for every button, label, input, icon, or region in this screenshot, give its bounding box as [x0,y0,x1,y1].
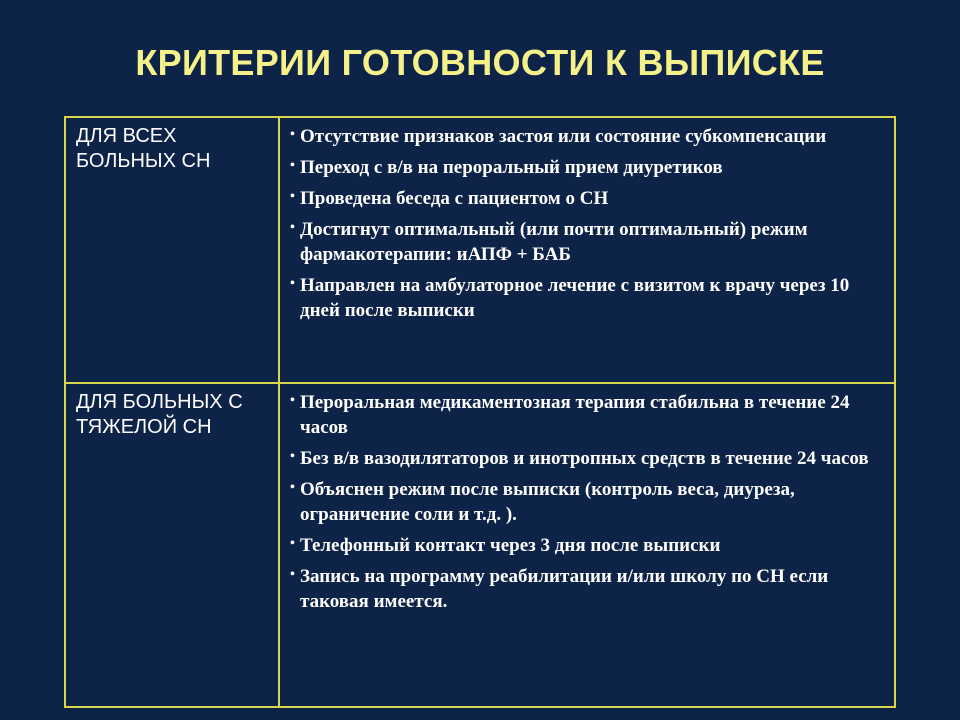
row-criteria [280,118,894,382]
list-item-text: Без в/в вазодилятаторов и инотропных средств в течение 24 часов [300,448,869,469]
list-item-text: Запись на программу реабилитации и/или школу по СН если таковая имеется. [300,566,829,612]
bullet-icon: • [290,393,295,408]
list-item [290,217,886,267]
criteria-list [290,124,886,323]
list-item [290,124,886,149]
list-item-text: Отсутствие признаков застоя или состояние субкомпенсации [300,126,827,147]
criteria-list [290,390,886,614]
list-item [290,564,886,614]
list-item [290,446,886,471]
list-item-text: Объяснен режим после выписки (контроль веса, диуреза, ограничение соли и т.д. ). [300,479,795,525]
criteria-table [64,116,896,708]
list-item [290,390,886,440]
list-item-text: Достигнут оптимальный (или почти оптимальный) режим фармакотерапии: иАПФ + БАБ [300,219,808,265]
list-item [290,477,886,527]
row-label: ДЛЯ ВСЕХ БОЛЬНЫХ СН [66,118,280,382]
list-item-text: Телефонный контакт через 3 дня после выписки [300,535,721,556]
bullet-icon: • [290,449,295,464]
list-item-text: Пероральная медикаментозная терапия стабильна в течение 24 часов [300,392,850,438]
list-item [290,186,886,211]
list-item-text: Проведена беседа с пациентом о СН [300,188,609,209]
list-item-text: Направлен на амбулаторное лечение с визитом к врачу через 10 дней после выписки [300,275,850,321]
row-label: ДЛЯ БОЛЬНЫХ С ТЯЖЕЛОЙ СН [66,384,280,706]
row-criteria [280,384,894,706]
list-item [290,155,886,180]
table-row-all-patients [66,118,894,384]
table-row-severe-patients [66,384,894,706]
slide-title: КРИТЕРИИ ГОТОВНОСТИ К ВЫПИСКЕ [135,42,825,83]
bullet-icon: • [290,127,295,142]
bullet-icon: • [290,536,295,551]
bullet-icon: • [290,567,295,582]
list-item [290,273,886,323]
bullet-icon: • [290,189,295,204]
list-item [290,533,886,558]
bullet-icon: • [290,276,295,291]
bullet-icon: • [290,158,295,173]
list-item-text: Переход с в/в на пероральный прием диуретиков [300,157,723,178]
bullet-icon: • [290,480,295,495]
bullet-icon: • [290,220,295,235]
